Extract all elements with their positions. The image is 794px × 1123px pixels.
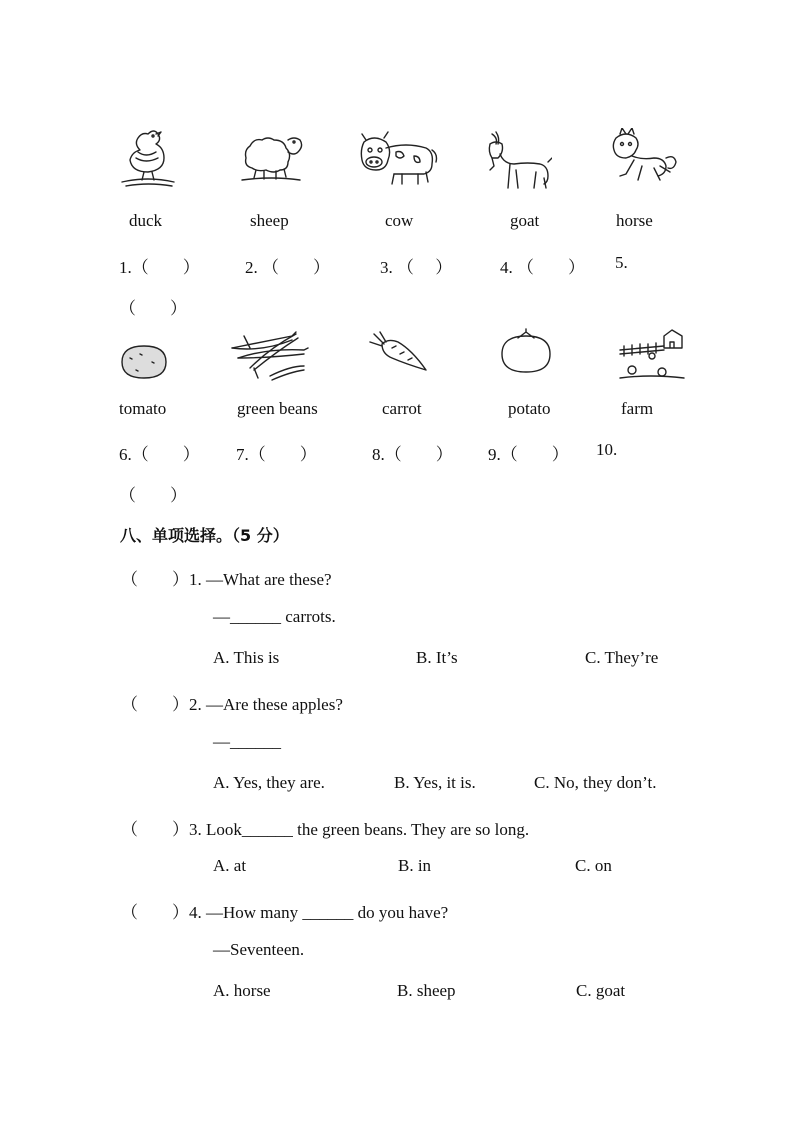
question-2-option-a[interactable]: A. Yes, they are. <box>213 773 325 792</box>
farm-picture <box>618 326 686 384</box>
question-4-answer-line[interactable]: —Seventeen. <box>213 940 305 959</box>
question-4-option-b[interactable]: B. sheep <box>397 981 456 1000</box>
question-4-option-a[interactable]: A. horse <box>213 981 271 1000</box>
green-beans-picture <box>230 328 310 382</box>
question-2-option-b[interactable]: B. Yes, it is. <box>394 773 476 792</box>
match-item-9[interactable]: 9.（ ） <box>488 445 569 464</box>
question-1-stem[interactable]: （ ）1. —What are these? <box>121 570 332 589</box>
match-item-2[interactable]: 2. （ ） <box>245 258 330 277</box>
match-item-10[interactable]: 10. <box>596 440 618 459</box>
question-1-option-a[interactable]: A. This is <box>213 648 280 667</box>
question-4-option-c[interactable]: C. goat <box>576 981 626 1000</box>
word-farm: farm <box>621 399 654 418</box>
match-item-4[interactable]: 4. （ ） <box>500 258 585 277</box>
match-item-5[interactable]: 5. <box>615 253 628 272</box>
question-2-answer-line[interactable]: —______ <box>213 732 281 751</box>
question-1-answer-line[interactable]: —______ carrots. <box>213 607 336 626</box>
cow-picture <box>360 128 438 188</box>
word-sheep: sheep <box>250 211 289 230</box>
match-item-10-bracket[interactable]: （ ） <box>119 486 187 505</box>
word-goat: goat <box>510 211 540 230</box>
match-item-5-bracket[interactable]: （ ） <box>119 299 187 318</box>
question-3-option-a[interactable]: A. at <box>213 856 247 875</box>
tomato-picture <box>498 328 554 376</box>
match-item-8[interactable]: 8.（ ） <box>372 445 453 464</box>
word-duck: duck <box>129 211 163 230</box>
match-item-7[interactable]: 7.（ ） <box>236 445 317 464</box>
section-title: 八、单项选择。（5 分） <box>120 526 289 545</box>
word-carrot: carrot <box>382 399 422 418</box>
match-item-6[interactable]: 6.（ ） <box>119 445 200 464</box>
match-item-3[interactable]: 3. （ ） <box>380 258 453 277</box>
question-2-stem[interactable]: （ ）2. —Are these apples? <box>121 695 343 714</box>
word-potato: potato <box>508 399 551 418</box>
horse-picture <box>606 128 678 188</box>
carrot-picture <box>366 330 430 374</box>
question-1-option-b[interactable]: B. It’s <box>416 648 458 667</box>
question-3-option-c[interactable]: C. on <box>575 856 612 875</box>
question-2-option-c[interactable]: C. No, they don’t. <box>534 773 657 792</box>
question-4-stem[interactable]: （ ）4. —How many ______ do you have? <box>121 903 449 922</box>
question-3-option-b[interactable]: B. in <box>398 856 432 875</box>
goat-picture <box>486 128 552 192</box>
question-1-option-c[interactable]: C. They’re <box>585 648 659 667</box>
match-item-1[interactable]: 1.（ ） <box>119 258 200 277</box>
word-green-beans: green beans <box>237 399 318 418</box>
question-3-stem[interactable]: （ ）3. Look______ the green beans. They are so long. <box>121 820 530 839</box>
potato-picture <box>118 342 170 382</box>
word-cow: cow <box>385 211 414 230</box>
word-horse: horse <box>616 211 653 230</box>
sheep-picture <box>238 126 304 184</box>
hen-picture <box>118 126 178 188</box>
word-tomato: tomato <box>119 399 167 418</box>
